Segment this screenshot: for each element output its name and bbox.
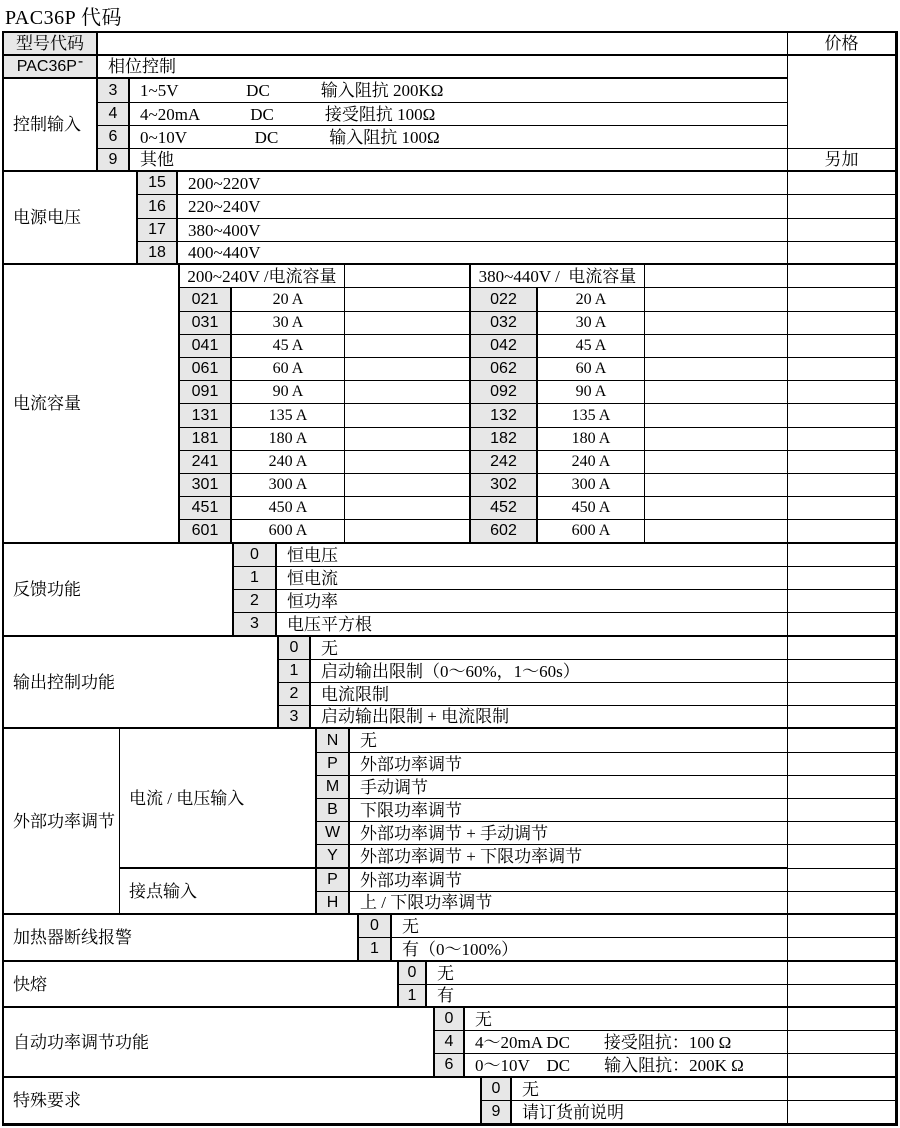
sub-label-contact-input: 接点输入 — [120, 869, 315, 915]
code-cell-external-0-1: P — [315, 753, 350, 776]
model-code-header-cell: 型号代码 — [4, 33, 96, 56]
value-cell-special-1: 请订货前说明 — [512, 1101, 788, 1124]
capacity-code-right-1: 032 — [469, 312, 538, 335]
empty-cell — [645, 312, 788, 335]
empty-cell — [645, 428, 788, 451]
code-cell-external-0-0: N — [315, 729, 350, 753]
price-cell — [788, 683, 896, 706]
value-cell-external-1-1: 上 / 下限功率调节 — [350, 892, 788, 915]
capacity-code-right-7: 242 — [469, 451, 538, 474]
price-cell — [788, 358, 896, 381]
value-cell-external-0-3: 下限功率调节 — [350, 799, 788, 822]
price-cell — [788, 845, 896, 869]
value-cell-output-3: 启动输出限制 + 电流限制 — [311, 706, 788, 729]
value-cell-external-0-1: 外部功率调节 — [350, 753, 788, 776]
price-header: 价格 — [788, 33, 896, 56]
code-cell-external-1-1: H — [315, 892, 350, 915]
value-cell-external-0-4: 外部功率调节 + 手动调节 — [350, 822, 788, 845]
value-cell-external-0-0: 无 — [350, 729, 788, 753]
empty-cell — [645, 497, 788, 520]
value-cell-voltage-2: 380~400V — [178, 219, 788, 242]
capacity-value-right-9: 450 A — [538, 497, 645, 520]
price-cell — [788, 544, 896, 567]
code-cell-auto-1: 4 — [433, 1031, 465, 1054]
capacity-code-left-7: 241 — [178, 451, 232, 474]
code-cell-fuse-0: 0 — [397, 962, 427, 985]
capacity-value-left-2: 45 A — [232, 335, 345, 358]
code-cell-external-1-0: P — [315, 869, 350, 892]
capacity-code-left-6: 181 — [178, 428, 232, 451]
capacity-code-left-9: 451 — [178, 497, 232, 520]
empty-cell — [645, 451, 788, 474]
section-label-special: 特殊要求 — [4, 1078, 480, 1124]
empty-cell — [645, 404, 788, 428]
value-cell-auto-2: 0～10V DC 输入阻抗：200K Ω — [465, 1054, 788, 1078]
price-cell — [788, 265, 896, 288]
capacity-value-left-8: 300 A — [232, 474, 345, 497]
section-label-fuse: 快熔 — [4, 962, 397, 1008]
price-cell — [788, 1078, 896, 1101]
capacity-value-left-1: 30 A — [232, 312, 345, 335]
price-cell — [788, 1008, 896, 1031]
capacity-code-left-1: 031 — [178, 312, 232, 335]
value-cell-voltage-3: 400~440V — [178, 242, 788, 265]
price-cell — [788, 799, 896, 822]
code-cell-control-1: 4 — [96, 103, 130, 126]
empty-cell — [345, 358, 469, 381]
section-label-auto: 自动功率调节功能 — [4, 1008, 433, 1078]
capacity-value-left-10: 600 A — [232, 520, 345, 544]
code-cell-control-0: 3 — [96, 79, 130, 103]
capacity-code-right-3: 062 — [469, 358, 538, 381]
series-code-text: PAC36P — [16, 57, 77, 75]
capacity-value-right-8: 300 A — [538, 474, 645, 497]
empty-cell — [645, 520, 788, 544]
price-cell — [788, 776, 896, 799]
capacity-code-right-5: 132 — [469, 404, 538, 428]
code-cell-feedback-1: 1 — [232, 567, 277, 590]
section-label-output: 输出控制功能 — [4, 637, 277, 729]
capacity-value-right-1: 30 A — [538, 312, 645, 335]
capacity-code-left-2: 041 — [178, 335, 232, 358]
price-cell — [788, 706, 896, 729]
empty-cell — [345, 520, 469, 544]
code-cell-special-1: 9 — [480, 1101, 512, 1124]
price-cell — [788, 451, 896, 474]
value-cell-special-0: 无 — [512, 1078, 788, 1101]
capacity-code-left-0: 021 — [178, 288, 232, 312]
price-cell — [788, 404, 896, 428]
capacity-value-right-0: 20 A — [538, 288, 645, 312]
price-cell — [788, 520, 896, 544]
value-cell-external-0-2: 手动调节 — [350, 776, 788, 799]
code-cell-output-3: 3 — [277, 706, 311, 729]
empty-cell — [345, 335, 469, 358]
price-cell: 另加 — [788, 149, 896, 172]
code-cell-control-3: 9 — [96, 149, 130, 172]
capacity-value-left-0: 20 A — [232, 288, 345, 312]
section-label-voltage: 电源电压 — [4, 172, 136, 265]
price-cell — [788, 474, 896, 497]
price-cell — [788, 660, 896, 683]
capacity-code-right-9: 452 — [469, 497, 538, 520]
price-cell — [788, 312, 896, 335]
capacity-value-right-5: 135 A — [538, 404, 645, 428]
price-cell — [788, 1031, 896, 1054]
capacity-value-left-5: 135 A — [232, 404, 345, 428]
code-cell-control-2: 6 — [96, 126, 130, 149]
empty-cell — [645, 288, 788, 312]
value-cell-output-1: 启动输出限制（0～60%，1～60s） — [311, 660, 788, 683]
code-cell-external-0-4: W — [315, 822, 350, 845]
price-cell — [788, 1101, 896, 1124]
empty-cell — [645, 381, 788, 404]
page-title: PAC36P 代码 — [5, 7, 122, 29]
capacity-value-left-9: 450 A — [232, 497, 345, 520]
empty-cell — [345, 288, 469, 312]
price-cell — [788, 381, 896, 404]
price-cell — [788, 219, 896, 242]
value-cell-fuse-1: 有 — [427, 985, 788, 1008]
capacity-value-right-2: 45 A — [538, 335, 645, 358]
price-cell — [788, 1054, 896, 1078]
code-cell-external-0-5: Y — [315, 845, 350, 869]
price-cell — [788, 637, 896, 660]
empty-cell — [645, 474, 788, 497]
price-cell — [788, 938, 896, 962]
capacity-value-left-3: 60 A — [232, 358, 345, 381]
empty-cell — [345, 265, 469, 288]
price-cell — [788, 590, 896, 613]
code-cell-voltage-0: 15 — [136, 172, 178, 195]
value-cell-auto-1: 4～20mA DC 接受阻抗：100 Ω — [465, 1031, 788, 1054]
price-cell — [788, 985, 896, 1008]
price-cell — [788, 195, 896, 219]
code-cell-heater-1: 1 — [357, 938, 392, 962]
price-cell — [788, 892, 896, 915]
capacity-code-right-4: 092 — [469, 381, 538, 404]
value-cell-control-2: 0~10V DC 输入阻抗 100Ω — [130, 126, 788, 149]
value-cell-feedback-1: 恒电流 — [277, 567, 788, 590]
capacity-code-left-8: 301 — [178, 474, 232, 497]
section-label-external: 外部功率调节 — [4, 729, 120, 915]
code-cell-output-2: 2 — [277, 683, 311, 706]
empty-cell — [345, 381, 469, 404]
price-cell — [788, 56, 896, 149]
value-cell-output-2: 电流限制 — [311, 683, 788, 706]
value-cell-feedback-2: 恒功率 — [277, 590, 788, 613]
price-cell — [788, 729, 896, 753]
empty-cell — [345, 451, 469, 474]
code-cell-auto-0: 0 — [433, 1008, 465, 1031]
code-cell-auto-2: 6 — [433, 1054, 465, 1078]
empty-cell — [645, 358, 788, 381]
capacity-value-right-10: 600 A — [538, 520, 645, 544]
price-cell — [788, 613, 896, 637]
ordering-code-table — [2, 31, 898, 1126]
capacity-value-right-7: 240 A — [538, 451, 645, 474]
price-cell — [788, 497, 896, 520]
capacity-value-left-4: 90 A — [232, 381, 345, 404]
capacity-code-right-8: 302 — [469, 474, 538, 497]
price-cell — [788, 242, 896, 265]
value-cell-fuse-0: 无 — [427, 962, 788, 985]
series-code-cell — [4, 56, 96, 79]
empty-cell — [645, 265, 788, 288]
capacity-code-right-6: 182 — [469, 428, 538, 451]
capacity-value-left-6: 180 A — [232, 428, 345, 451]
empty-cell — [96, 33, 788, 56]
code-cell-voltage-1: 16 — [136, 195, 178, 219]
price-cell — [788, 915, 896, 938]
capacity-value-right-4: 90 A — [538, 381, 645, 404]
capacity-value-left-7: 240 A — [232, 451, 345, 474]
price-cell — [788, 962, 896, 985]
series-value-cell: 相位控制 — [96, 56, 788, 79]
code-cell-feedback-3: 3 — [232, 613, 277, 637]
capacity-code-left-10: 601 — [178, 520, 232, 544]
section-label-feedback: 反馈功能 — [4, 544, 232, 637]
value-cell-external-1-0: 外部功率调节 — [350, 869, 788, 892]
price-cell — [788, 335, 896, 358]
capacity-value-right-6: 180 A — [538, 428, 645, 451]
code-cell-voltage-2: 17 — [136, 219, 178, 242]
price-cell — [788, 753, 896, 776]
code-cell-output-0: 0 — [277, 637, 311, 660]
value-cell-auto-0: 无 — [465, 1008, 788, 1031]
section-label-control: 控制输入 — [4, 79, 96, 172]
capacity-code-left-3: 061 — [178, 358, 232, 381]
value-cell-heater-1: 有（0～100%） — [392, 938, 788, 962]
empty-cell — [345, 474, 469, 497]
value-cell-feedback-3: 电压平方根 — [277, 613, 788, 637]
code-cell-feedback-0: 0 — [232, 544, 277, 567]
value-cell-control-3: 其他 — [130, 149, 788, 172]
value-cell-voltage-1: 220~240V — [178, 195, 788, 219]
code-cell-special-0: 0 — [480, 1078, 512, 1101]
empty-cell — [345, 404, 469, 428]
series-code-suffix: - — [77, 56, 84, 70]
value-cell-heater-0: 无 — [392, 915, 788, 938]
empty-cell — [645, 335, 788, 358]
section-label-heater: 加热器断线报警 — [4, 915, 357, 962]
capacity-code-left-4: 091 — [178, 381, 232, 404]
value-cell-voltage-0: 200~220V — [178, 172, 788, 195]
code-cell-voltage-3: 18 — [136, 242, 178, 265]
code-cell-external-0-2: M — [315, 776, 350, 799]
empty-cell — [345, 312, 469, 335]
section-label-capacity: 电流容量 — [4, 265, 178, 544]
value-cell-control-1: 4~20mA DC 接受阻抗 100Ω — [130, 103, 788, 126]
value-cell-control-0: 1~5V DC 输入阻抗 200KΩ — [130, 79, 788, 103]
capacity-code-right-2: 042 — [469, 335, 538, 358]
code-cell-external-0-3: B — [315, 799, 350, 822]
capacity-header-380-440v: 380~440V / 电流容量 — [469, 265, 645, 288]
value-cell-feedback-0: 恒电压 — [277, 544, 788, 567]
code-cell-fuse-1: 1 — [397, 985, 427, 1008]
price-cell — [788, 822, 896, 845]
price-cell — [788, 288, 896, 312]
capacity-code-left-5: 131 — [178, 404, 232, 428]
capacity-code-right-0: 022 — [469, 288, 538, 312]
empty-cell — [345, 428, 469, 451]
capacity-header-200-240v: 200~240V /电流容量 — [178, 265, 345, 288]
value-cell-output-0: 无 — [311, 637, 788, 660]
code-cell-output-1: 1 — [277, 660, 311, 683]
code-cell-heater-0: 0 — [357, 915, 392, 938]
empty-cell — [345, 497, 469, 520]
code-cell-feedback-2: 2 — [232, 590, 277, 613]
sub-label-current-voltage-input: 电流 / 电压输入 — [120, 729, 315, 869]
value-cell-external-0-5: 外部功率调节 + 下限功率调节 — [350, 845, 788, 869]
price-cell — [788, 428, 896, 451]
capacity-value-right-3: 60 A — [538, 358, 645, 381]
price-cell — [788, 567, 896, 590]
capacity-code-right-10: 602 — [469, 520, 538, 544]
price-cell — [788, 172, 896, 195]
price-cell — [788, 869, 896, 892]
